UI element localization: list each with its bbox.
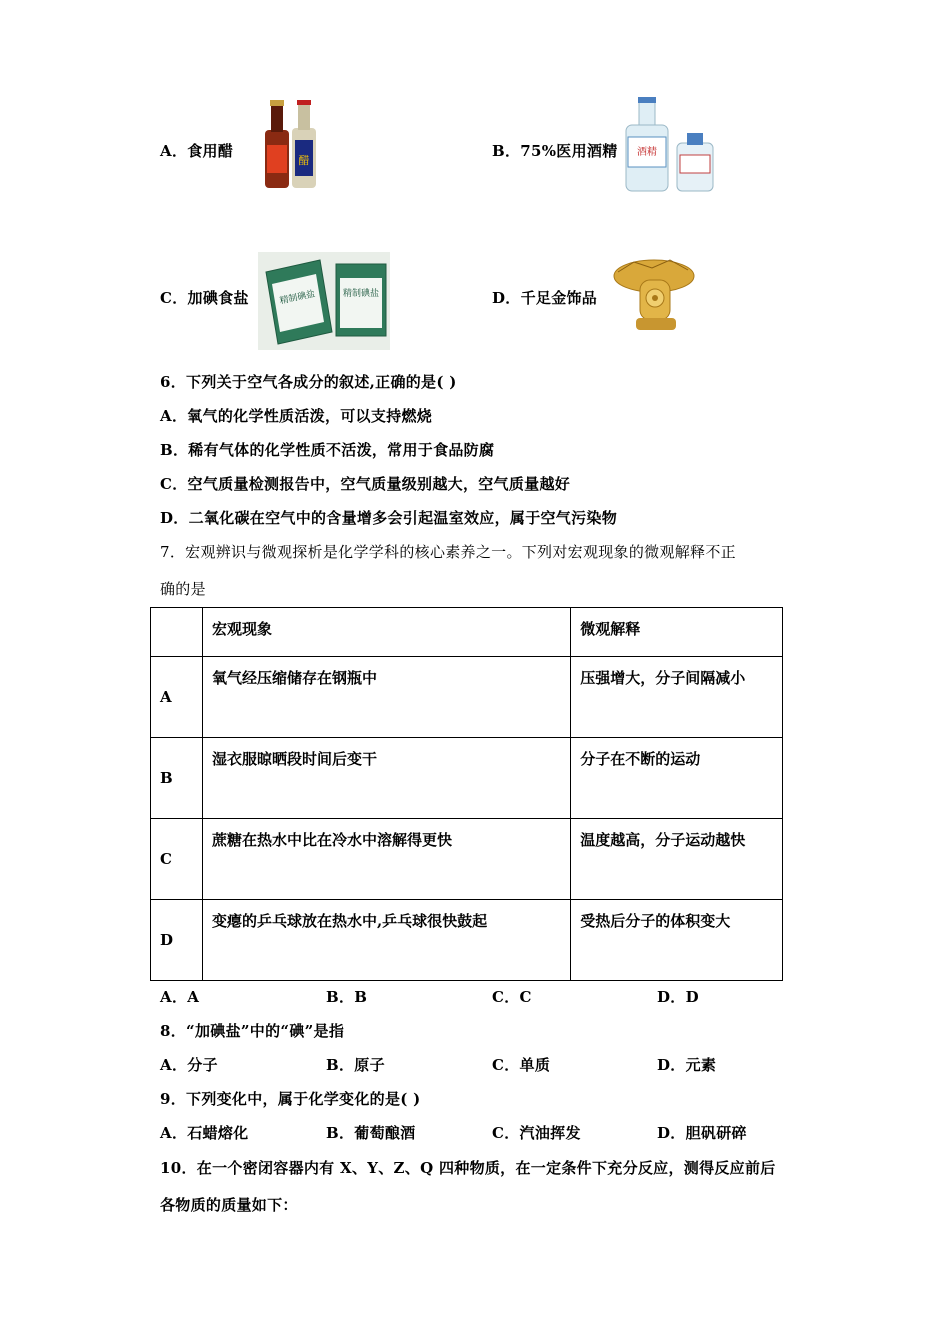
table-header-row	[151, 608, 783, 657]
table-header-micro: 微观解释	[571, 608, 783, 657]
table-row	[151, 657, 783, 738]
row-macro: 蔗糖在热水中比在冷水中溶解得更快	[202, 819, 570, 900]
option-text: 加碘食盐	[187, 289, 249, 307]
option-letter: B．	[492, 142, 521, 160]
q5-option-c	[160, 287, 249, 308]
row-macro: 变瘪的乒乓球放在热水中,乒乓球很快鼓起	[202, 900, 570, 981]
row-key: C	[151, 819, 203, 900]
row-macro: 氧气经压缩储存在钢瓶中	[202, 657, 570, 738]
salt-label-left: 精制碘盐	[278, 289, 317, 307]
q7-option-a: A．A	[160, 988, 200, 1006]
q8-option-b: B．原子	[326, 1056, 385, 1074]
row-key: B	[151, 738, 203, 819]
table-row	[151, 819, 783, 900]
row-micro: 压强增大，分子间隔减小	[571, 657, 783, 738]
row-micro: 分子在不断的运动	[571, 738, 783, 819]
q6-option-d: D．二氧化碳在空气中的含量增多会引起温室效应，属于空气污染物	[160, 509, 618, 527]
q7-option-b: B．B	[326, 988, 368, 1006]
q10-stem-line1: 10．在一个密闭容器内有 X、Y、Z、Q 四种物质，在一定条件下充分反应，测得反应前后	[160, 1159, 776, 1177]
table-header-macro: 宏观现象	[202, 608, 570, 657]
q10-stem-line2: 各物质的质量如下：	[160, 1196, 298, 1214]
q8-option-d: D．元素	[657, 1056, 717, 1074]
q8-option-c: C．单质	[492, 1056, 551, 1074]
q7-option-c: C．C	[492, 988, 532, 1006]
q9-option-a: A．石蜡熔化	[160, 1124, 249, 1142]
medical-alcohol-image	[622, 97, 718, 193]
q8-stem: 8．“加碘盐”中的“碘”是指	[160, 1022, 345, 1040]
iodized-salt-image	[258, 252, 390, 350]
q5-option-b	[492, 140, 618, 161]
option-letter: A．	[160, 142, 188, 160]
q6-option-a: A．氧气的化学性质活泼，可以支持燃烧	[160, 407, 433, 425]
q8-option-a: A．分子	[160, 1056, 218, 1074]
q9-option-d: D．胆矾研碎	[657, 1124, 747, 1142]
table-row	[151, 738, 783, 819]
q7-option-d: D．D	[657, 988, 699, 1006]
table-corner-cell	[151, 608, 203, 657]
q7-table	[150, 607, 783, 981]
salt-label-right: 精制碘盐	[342, 289, 380, 299]
row-key: A	[151, 657, 203, 738]
option-text: 千足金饰品	[520, 289, 598, 307]
vinegar-bottles-image	[262, 100, 320, 190]
q5-option-d	[492, 287, 597, 308]
table-row	[151, 900, 783, 981]
option-text: 食用醋	[187, 142, 234, 160]
q9-option-b: B．葡萄酿酒	[326, 1124, 416, 1142]
row-macro: 湿衣服晾晒段时间后变干	[202, 738, 570, 819]
q7-stem-line2: 确的是	[160, 580, 206, 598]
q6-option-b: B．稀有气体的化学性质不活泼，常用于食品防腐	[160, 441, 495, 459]
vinegar-label: 醋	[298, 154, 310, 167]
option-text: 75%医用酒精	[520, 142, 618, 160]
row-micro: 受热后分子的体积变大	[571, 900, 783, 981]
q6-stem: 6．下列关于空气各成分的叙述,正确的是( )	[160, 373, 457, 391]
option-letter: D．	[492, 289, 521, 307]
q5-option-a	[160, 140, 233, 161]
q6-option-c: C．空气质量检测报告中，空气质量级别越大，空气质量越好	[160, 475, 571, 493]
q9-stem: 9．下列变化中，属于化学变化的是( )	[160, 1090, 421, 1108]
row-key: D	[151, 900, 203, 981]
alcohol-label: 酒精	[637, 147, 657, 158]
gold-ornament-image	[604, 250, 698, 334]
row-micro: 温度越高，分子运动越快	[571, 819, 783, 900]
q9-option-c: C．汽油挥发	[492, 1124, 581, 1142]
option-letter: C．	[160, 289, 188, 307]
q7-stem-line1: 7．宏观辨识与微观探析是化学学科的核心素养之一。下列对宏观现象的微观解释不正	[160, 543, 736, 561]
